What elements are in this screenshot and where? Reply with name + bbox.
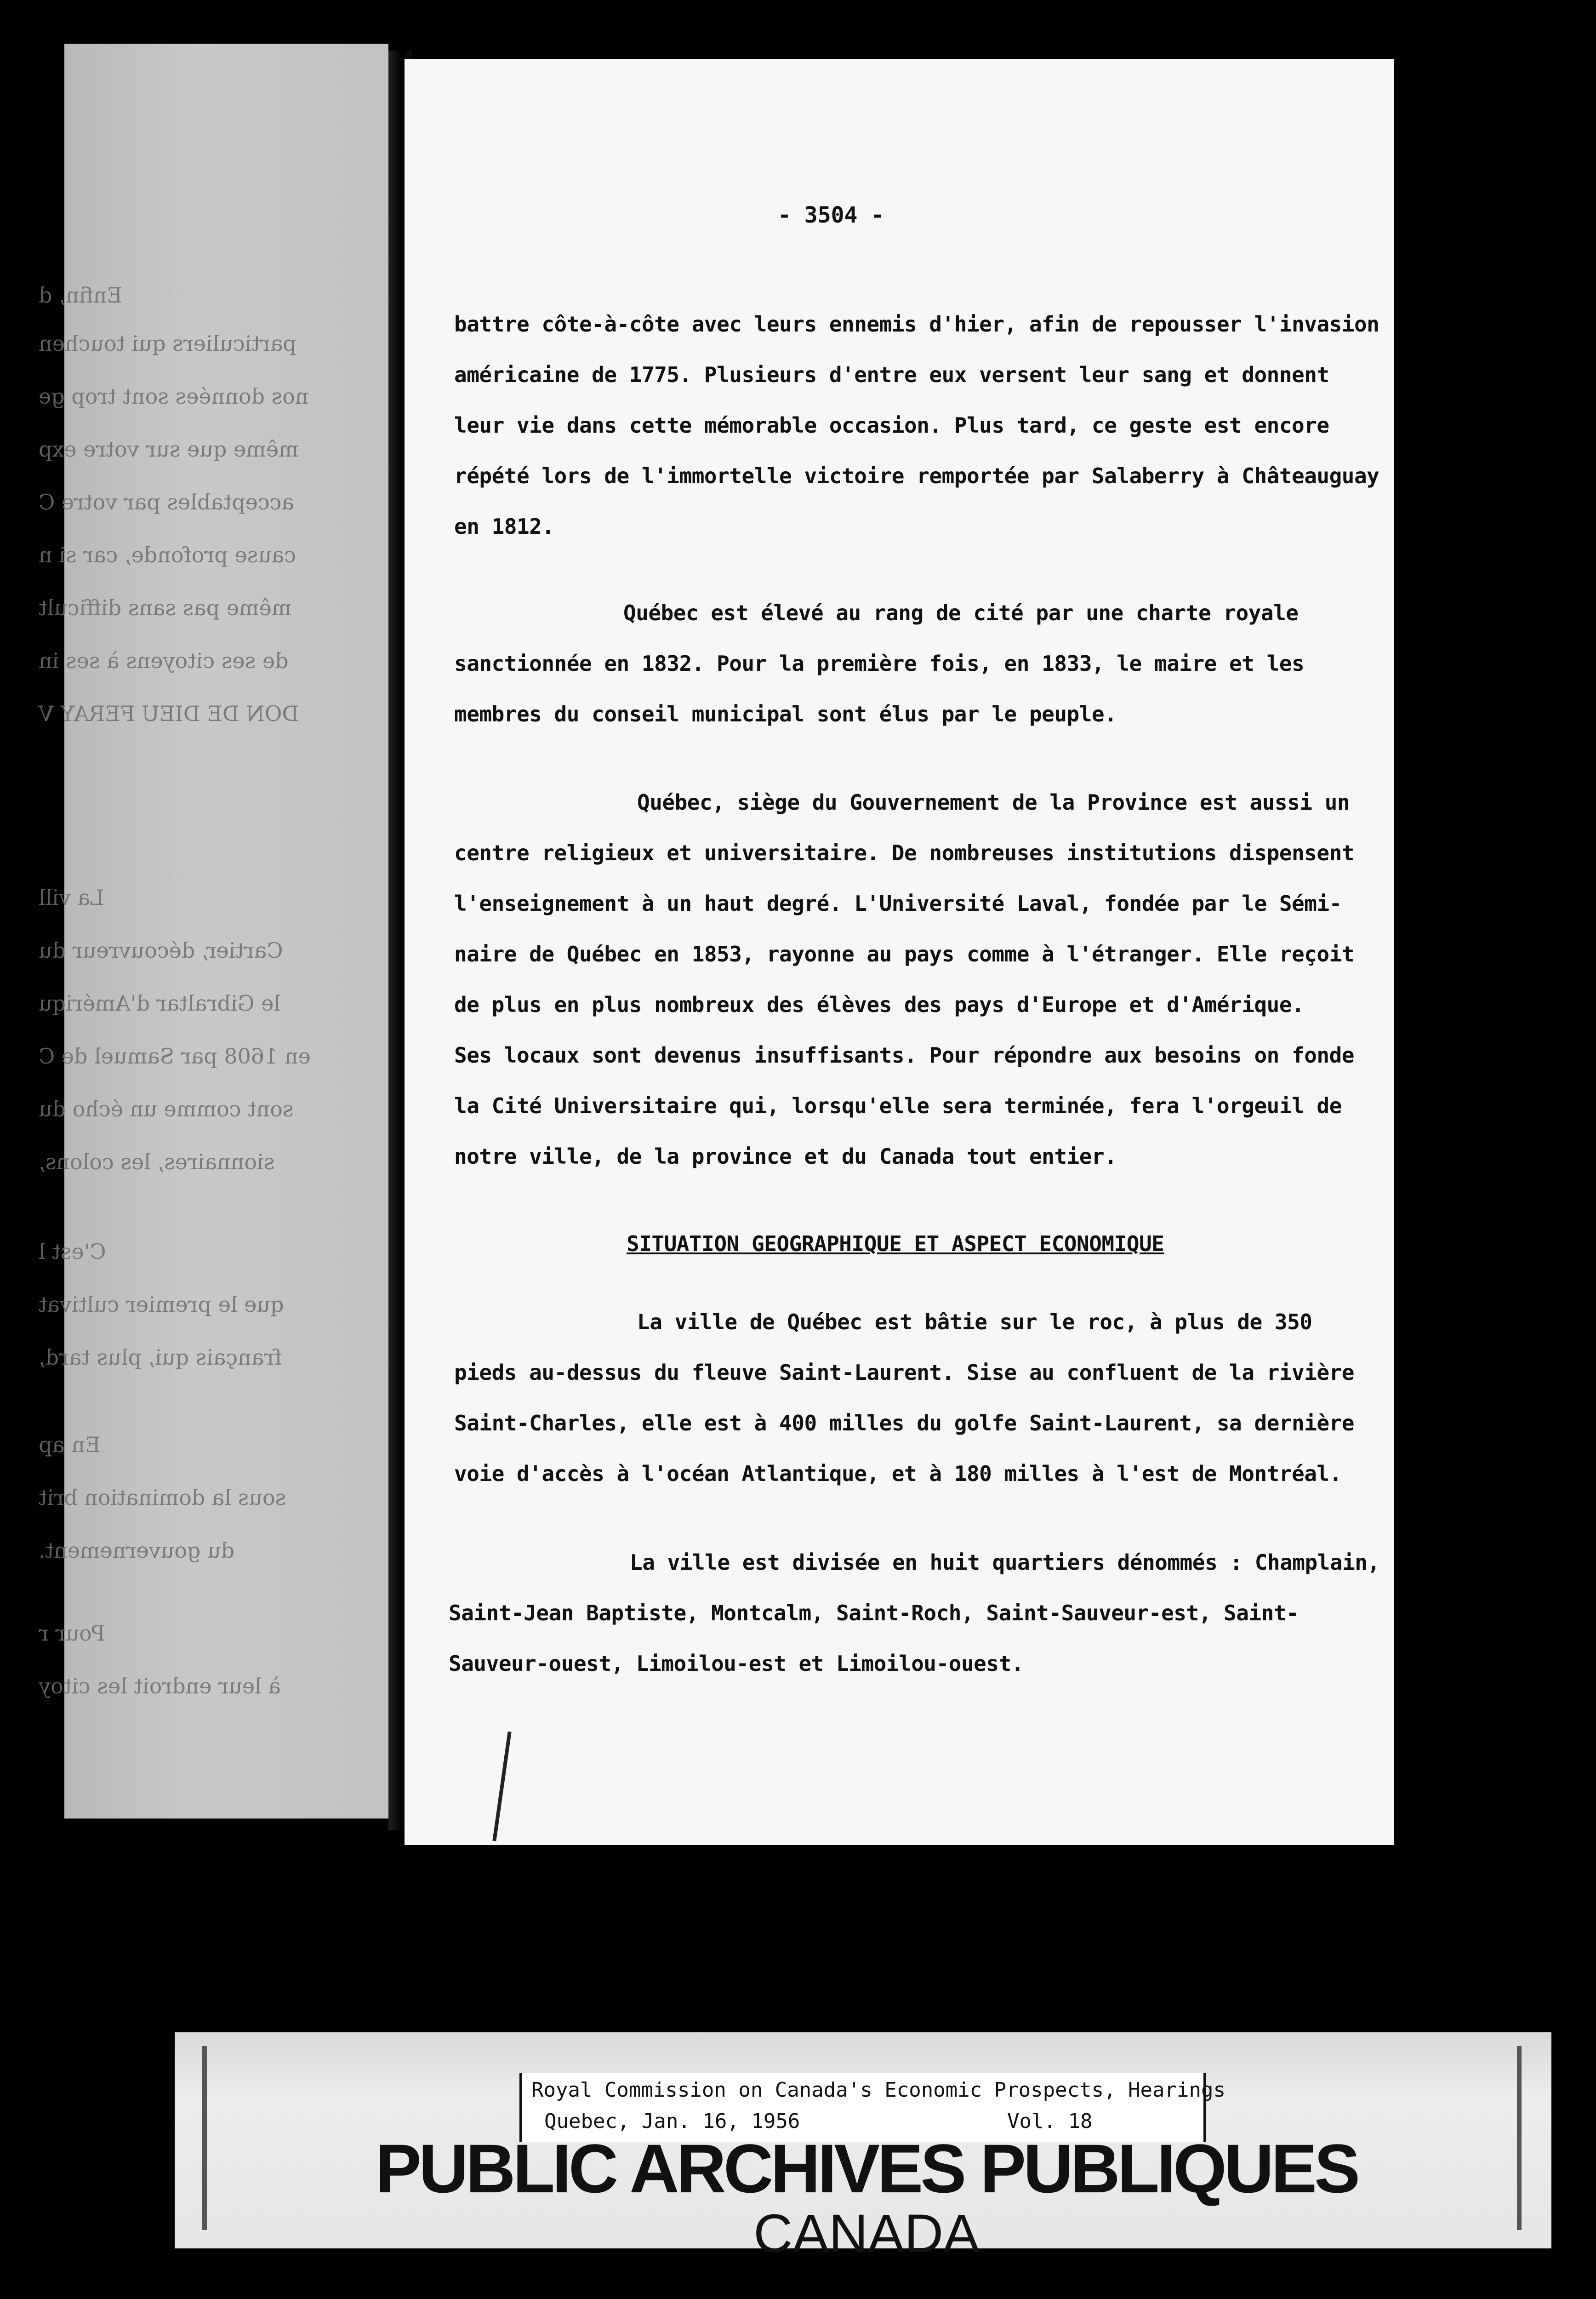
text-line: répété lors de l'immortelle victoire remportée par Salaberry à Châteauguay	[454, 463, 1379, 488]
text-line: pieds au-dessus du fleuve Saint-Laurent. Sise au confluent de la rivière	[454, 1360, 1354, 1385]
text-line: centre religieux et universitaire. De nombreuses institutions dispensent	[454, 841, 1354, 865]
ghost-line: Enfin, d	[39, 283, 123, 308]
text-line: leur vie dans cette mémorable occasion. Plus tard, ce geste est encore	[454, 413, 1329, 438]
ghost-line: sous la domination brit	[39, 1485, 286, 1510]
ghost-line: C'est l	[39, 1239, 106, 1264]
ghost-line: particuliers qui touchen	[39, 331, 296, 356]
text-line: Saint-Jean Baptiste, Montcalm, Saint-Roch, Saint-Sauveur-est, Saint-	[449, 1601, 1299, 1625]
ghost-line: même pas sans difficult	[39, 595, 292, 620]
ghost-line: cause profonde, car si n	[39, 543, 296, 567]
ghost-line: La vill	[39, 885, 104, 910]
text-line: membres du conseil municipal sont élus par le peuple.	[454, 702, 1117, 726]
ghost-line: même que sur votre exp	[39, 437, 299, 462]
archives-subtitle: CANADA	[753, 2203, 980, 2264]
ghost-line: nos données sont trop ge	[39, 384, 309, 409]
text-line: notre ville, de la province et du Canada tout entier.	[454, 1144, 1117, 1169]
text-line: sanctionnée en 1832. Pour la première fois, en 1833, le maire et les	[454, 651, 1305, 676]
reference-date: Quebec, Jan. 16, 1956	[544, 2110, 800, 2133]
text-line: Sauveur-ouest, Limoilou-est et Limoilou-ouest.	[449, 1651, 1024, 1676]
text-line: américaine de 1775. Plusieurs d'entre eux versent leur sang et donnent	[454, 362, 1329, 387]
text-line: de plus en plus nombreux des élèves des pays d'Europe et d'Amérique.	[454, 992, 1305, 1017]
ghost-line: Pour r	[39, 1621, 106, 1646]
text-line: battre côte-à-côte avec leurs ennemis d'hier, afin de repousser l'invasion	[454, 312, 1379, 337]
ghost-line: Cartier, découvreur du	[39, 938, 283, 963]
ghost-line: français qui, plus tard,	[39, 1345, 282, 1370]
document-page	[405, 59, 1394, 1845]
ghost-line: à leur endroit les citoy	[39, 1674, 281, 1699]
text-line: Québec, siège du Gouvernement de la Province est aussi un	[637, 790, 1350, 815]
text-line: Ses locaux sont devenus insuffisants. Pour répondre aux besoins on fonde	[454, 1043, 1354, 1068]
text-line: Saint-Charles, elle est à 400 milles du golfe Saint-Laurent, sa dernière	[454, 1411, 1354, 1435]
ghost-line: du gouvernement.	[39, 1538, 235, 1563]
text-line: La ville de Québec est bâtie sur le roc, à plus de 350	[637, 1310, 1312, 1334]
text-line: l'enseignement à un haut degré. L'Université Laval, fondée par le Sémi-	[454, 891, 1342, 916]
reference-title: Royal Commission on Canada's Economic Prospects, Hearings	[531, 2078, 1226, 2102]
previous-page	[39, 44, 388, 1819]
ghost-line: acceptables par votre C	[39, 490, 294, 515]
text-line: la Cité Universitaire qui, lorsqu'elle sera terminée, fera l'orgeuil de	[454, 1093, 1342, 1118]
text-line: Québec est élevé au rang de cité par une charte royale	[623, 600, 1299, 625]
text-line: La ville est divisée en huit quartiers dénommés : Champlain,	[630, 1550, 1380, 1575]
text-line: voie d'accès à l'océan Atlantique, et à 180 milles à l'est de Montréal.	[454, 1461, 1342, 1486]
ghost-line: le Gibraltar d'Amériqu	[39, 991, 281, 1016]
text-line: naire de Québec en 1853, rayonne au pays comme à l'étranger. Elle reçoit	[454, 942, 1354, 966]
ghost-line: DON DE DIEU FERAY V	[39, 701, 299, 726]
ghost-line: En ap	[39, 1432, 101, 1457]
section-heading: SITUATION GEOGRAPHIQUE ET ASPECT ECONOMIQUE	[627, 1231, 1164, 1256]
page-number: - 3504 -	[778, 202, 884, 228]
ghost-line: en 1608 par Samuel de C	[39, 1044, 311, 1069]
ghost-line: sionnaires, les colons,	[39, 1150, 275, 1174]
text-line: en 1812.	[454, 514, 554, 539]
ghost-line: de ses citoyens à ses in	[39, 648, 289, 673]
archives-title: PUBLIC ARCHIVES PUBLIQUES	[375, 2130, 1358, 2207]
reference-volume: Vol. 18	[1007, 2110, 1093, 2133]
ghost-line: que le premier cultivat	[39, 1292, 284, 1317]
ghost-line: sont comme un écho du	[39, 1097, 294, 1121]
